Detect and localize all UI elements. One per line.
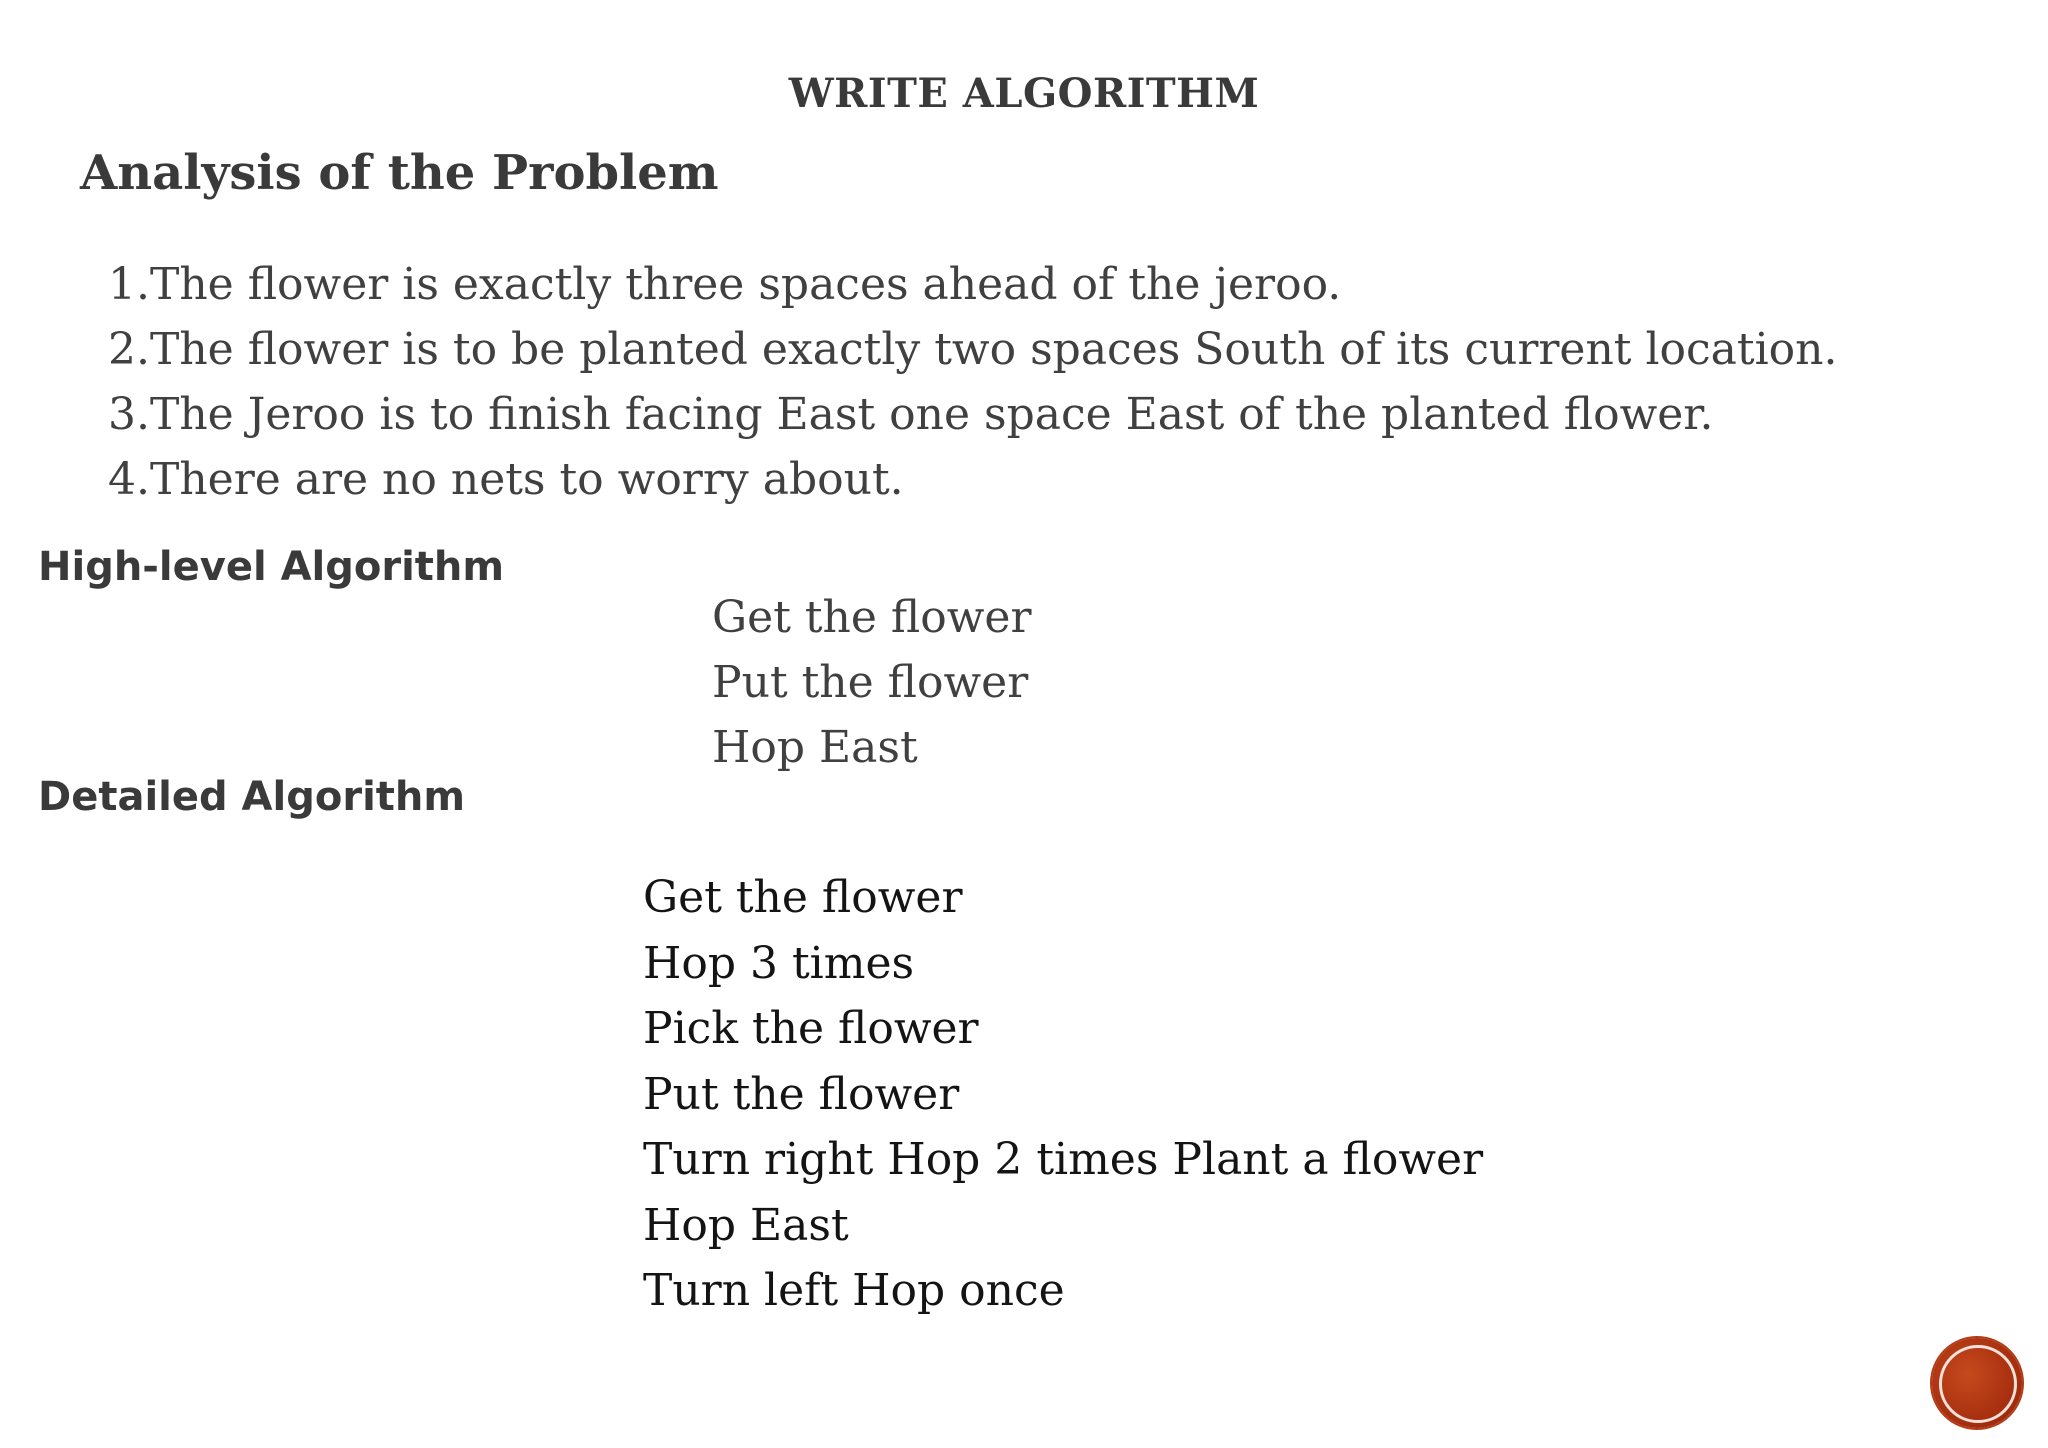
high-level-step: Hop East — [712, 722, 918, 773]
analysis-item: 3.The Jeroo is to finish facing East one space East of the planted flower. — [108, 389, 1714, 440]
detailed-step: Turn left Hop once — [643, 1265, 1065, 1316]
analysis-item: 4.There are no nets to worry about. — [108, 454, 904, 505]
detailed-steps — [643, 865, 1483, 1324]
detailed-heading: Detailed Algorithm — [38, 774, 466, 820]
high-level-steps — [712, 585, 1031, 780]
slide-title: WRITE ALGORITHM — [788, 70, 1260, 117]
analysis-heading: Analysis of the Problem — [80, 145, 719, 201]
detailed-step: Hop East — [643, 1199, 849, 1251]
detailed-step: Turn right Hop 2 times Plant a flower — [643, 1134, 1484, 1185]
high-level-step: Put the flower — [712, 657, 1029, 708]
slide-badge-icon — [1932, 1338, 2022, 1428]
high-level-heading: High-level Algorithm — [38, 544, 505, 590]
high-level-step: Get the flower — [712, 592, 1032, 643]
detailed-step: Pick the flower — [643, 1003, 979, 1054]
analysis-list — [108, 252, 1837, 512]
analysis-item: 1.The flower is exactly three spaces ahead of the jeroo. — [108, 259, 1342, 310]
analysis-item: 2.The flower is to be planted exactly two spaces South of its current location. — [108, 324, 1838, 375]
detailed-step: Put the flower — [643, 1068, 960, 1120]
detailed-step: Get the flower — [643, 872, 963, 923]
detailed-step: Hop 3 times — [643, 937, 915, 989]
